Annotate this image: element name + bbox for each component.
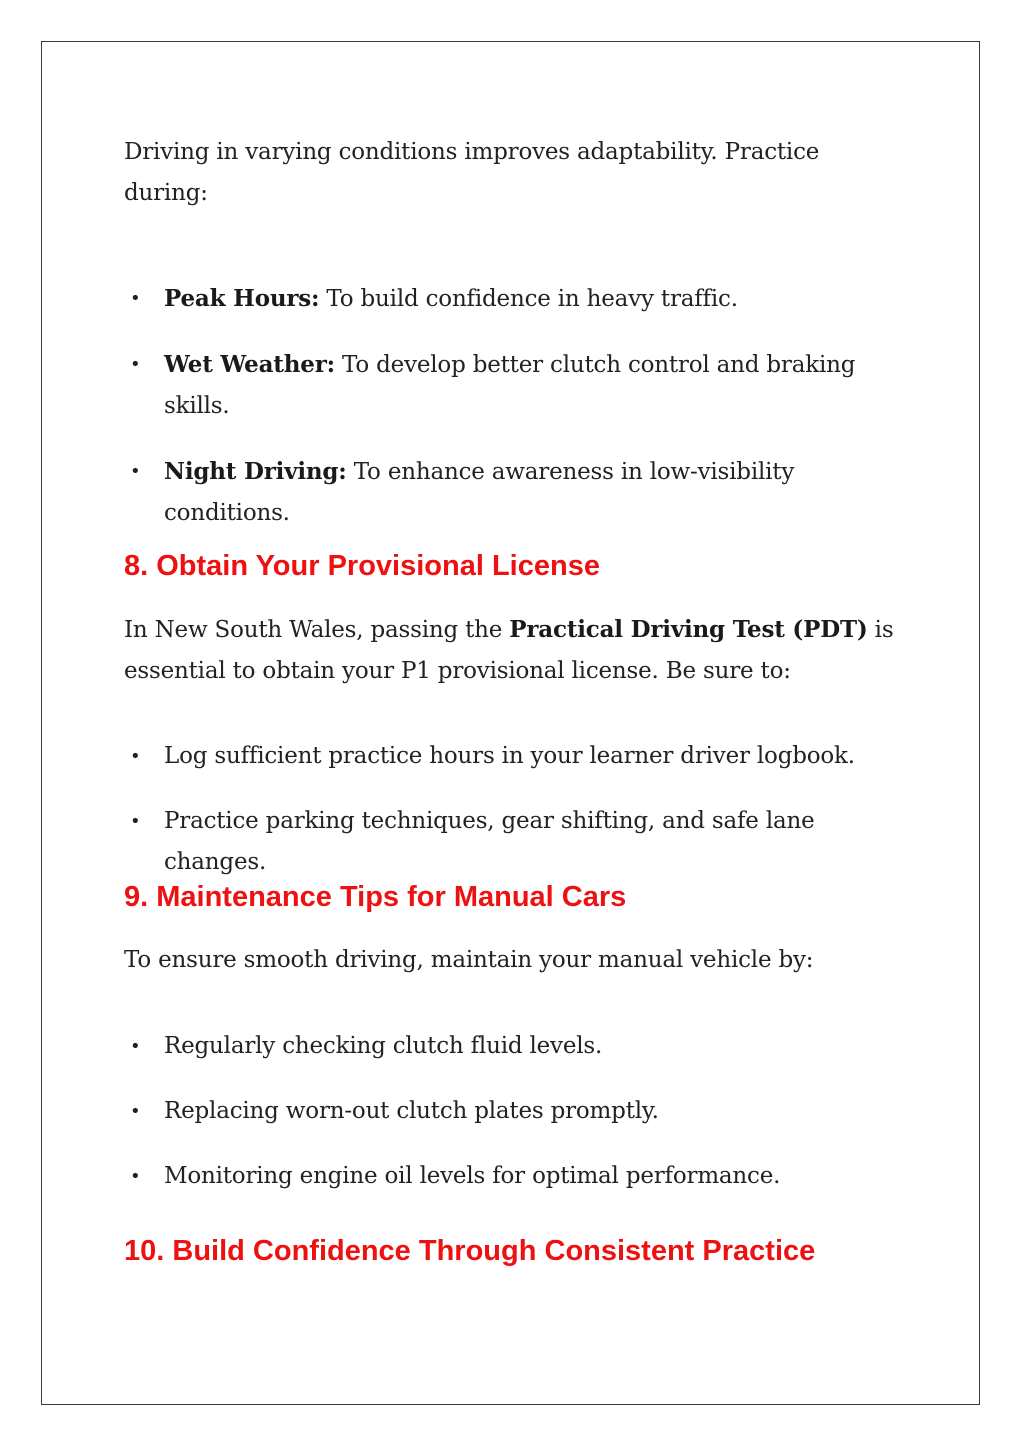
conditions-list [124,278,914,534]
bullet-icon: • [130,1101,141,1122]
section-paragraph [124,609,914,692]
list-item-text: Replacing worn-out clutch plates promptly. [164,1098,659,1124]
bullet-icon: • [130,1036,141,1057]
term-description: To enhance awareness in low-visibility conditions. [164,459,795,526]
section-heading: 9. Maintenance Tips for Manual Cars [124,881,627,913]
list-item [124,344,914,427]
list-item [124,278,914,320]
list-item [124,736,914,777]
list-item-text: Monitoring engine oil levels for optimal performance. [164,1163,781,1189]
list-item-text: Log sufficient practice hours in your learner driver logbook. [164,743,855,769]
paragraph-text: In New South Wales, passing the [124,617,510,643]
section-heading: 10. Build Confidence Through Consistent Practice [124,1235,816,1267]
section-heading: 8. Obtain Your Provisional License [124,550,600,582]
term-description: To develop better clutch control and braking skills. [164,352,856,419]
term-label: Night Driving: [164,458,347,485]
bold-term: Practical Driving Test (PDT) [509,616,868,643]
list-item [124,801,914,883]
paragraph-text: is essential to obtain your P1 provisional license. Be sure to: [124,617,894,684]
intro-paragraph: Driving in varying conditions improves adaptability. Practice during: [124,139,820,206]
term-label: Wet Weather: [164,351,335,378]
document-page [41,41,980,1405]
list-item [124,1026,914,1067]
bullet-icon: • [130,1166,141,1187]
term-label: Peak Hours: [164,285,320,312]
bullet-icon: • [130,354,141,375]
term-description: To build confidence in heavy traffic. [319,286,738,312]
bullet-icon: • [130,288,141,309]
list-item [124,1156,914,1197]
requirements-list [124,736,914,883]
maintenance-list [124,1026,914,1197]
list-item-text: Practice parking techniques, gear shifting, and safe lane changes. [164,808,815,875]
list-item [124,451,914,534]
bullet-icon: • [130,811,141,832]
list-item-text: Regularly checking clutch fluid levels. [164,1033,603,1059]
bullet-icon: • [130,746,141,767]
section-paragraph: To ensure smooth driving, maintain your manual vehicle by: [124,947,814,973]
bullet-icon: • [130,461,141,482]
list-item [124,1091,914,1132]
